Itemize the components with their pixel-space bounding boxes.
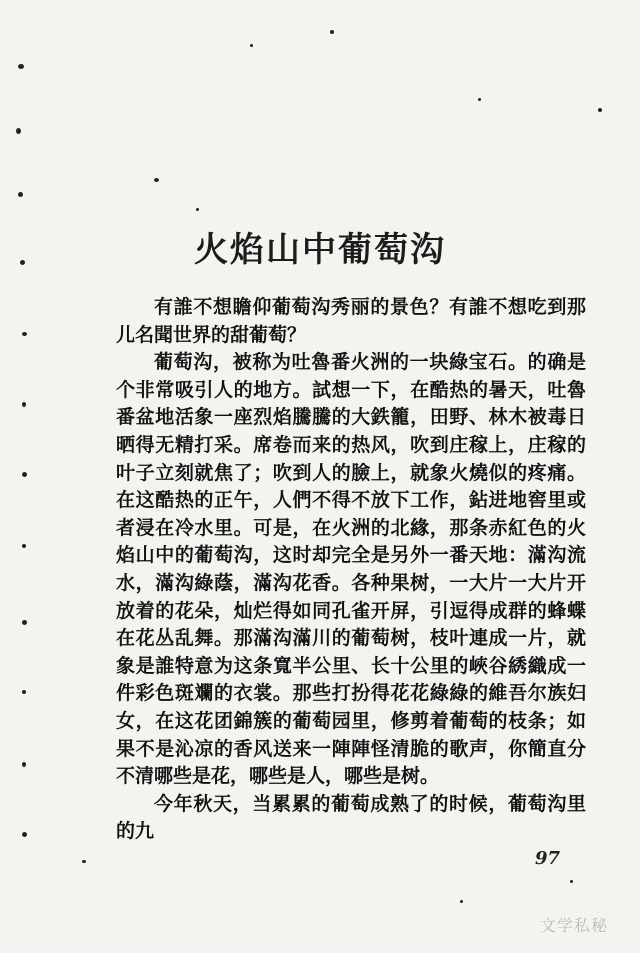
scan-speck (22, 620, 27, 625)
scan-speck (250, 44, 253, 47)
chapter-title: 火焰山中葡萄沟 (194, 230, 446, 270)
scan-speck (18, 64, 24, 69)
paragraph-1: 有誰不想瞻仰葡萄沟秀丽的景色？有誰不想吃到那儿名聞世界的甜葡萄？ (116, 296, 586, 346)
scan-speck (18, 192, 23, 197)
scan-speck (22, 402, 26, 407)
scan-speck (154, 178, 159, 182)
scan-speck (460, 900, 463, 903)
scan-speck (82, 860, 86, 863)
scan-speck (22, 472, 27, 477)
scan-speck (570, 880, 573, 883)
scan-speck (22, 762, 26, 767)
scan-speck (22, 690, 26, 694)
body-text (116, 294, 586, 846)
paragraph-3: 今年秋天，当累累的葡萄成熟了的时候，葡萄沟里的九 (116, 792, 586, 843)
scan-speck (22, 544, 26, 548)
scan-speck (22, 332, 27, 336)
scan-speck (330, 30, 334, 34)
paragraph-2: 葡萄沟，被称为吐魯番火洲的一块綠宝石。的确是个非常吸引人的地方。試想一下，在酷热的暑天，吐魯番盆地活象一座烈焰騰騰的大鉄籠，田野、林木被毒日晒得无精打采。席卷而来的热风，吹到庄稼上，庄稼的叶子立刻就焦了；吹到人的臉上，就象火燒似的疼痛。在这酷热的正午，人們不得不放下工作，鉆进地窖里或者浸在冷水里。可是，在火洲的北緣，那条赤紅色的火焰山中的葡萄沟，这时却完全是另外一番天地：滿沟流水，滿沟綠蔭，滿沟花香。各种果树，一大片一大片开放着的花朵，灿烂得如同孔雀开屏，引逗得成群的蜂蝶在花丛乱舞。那滿沟滿川的葡萄树，枝叶連成一片，就象是誰特意为这条寬半公里、长十公里的峽谷綉織成一件彩色斑斕的衣裳。那些打扮得花花綠綠的維吾尔族妇女，在这花团錦簇的葡萄园里，修剪着葡萄的枝条；如果不是沁凉的香风送来一陣陣怪清脆的歌声，你簡直分不清哪些是花，哪些是人，哪些是树。 (116, 351, 586, 788)
scan-speck (478, 98, 481, 101)
scan-speck (22, 832, 27, 837)
page-number: 97 (535, 848, 561, 869)
scan-speck (196, 208, 199, 211)
scan-speck (598, 108, 602, 112)
watermark: 文学私秘 (540, 916, 609, 935)
scan-speck (16, 128, 21, 134)
